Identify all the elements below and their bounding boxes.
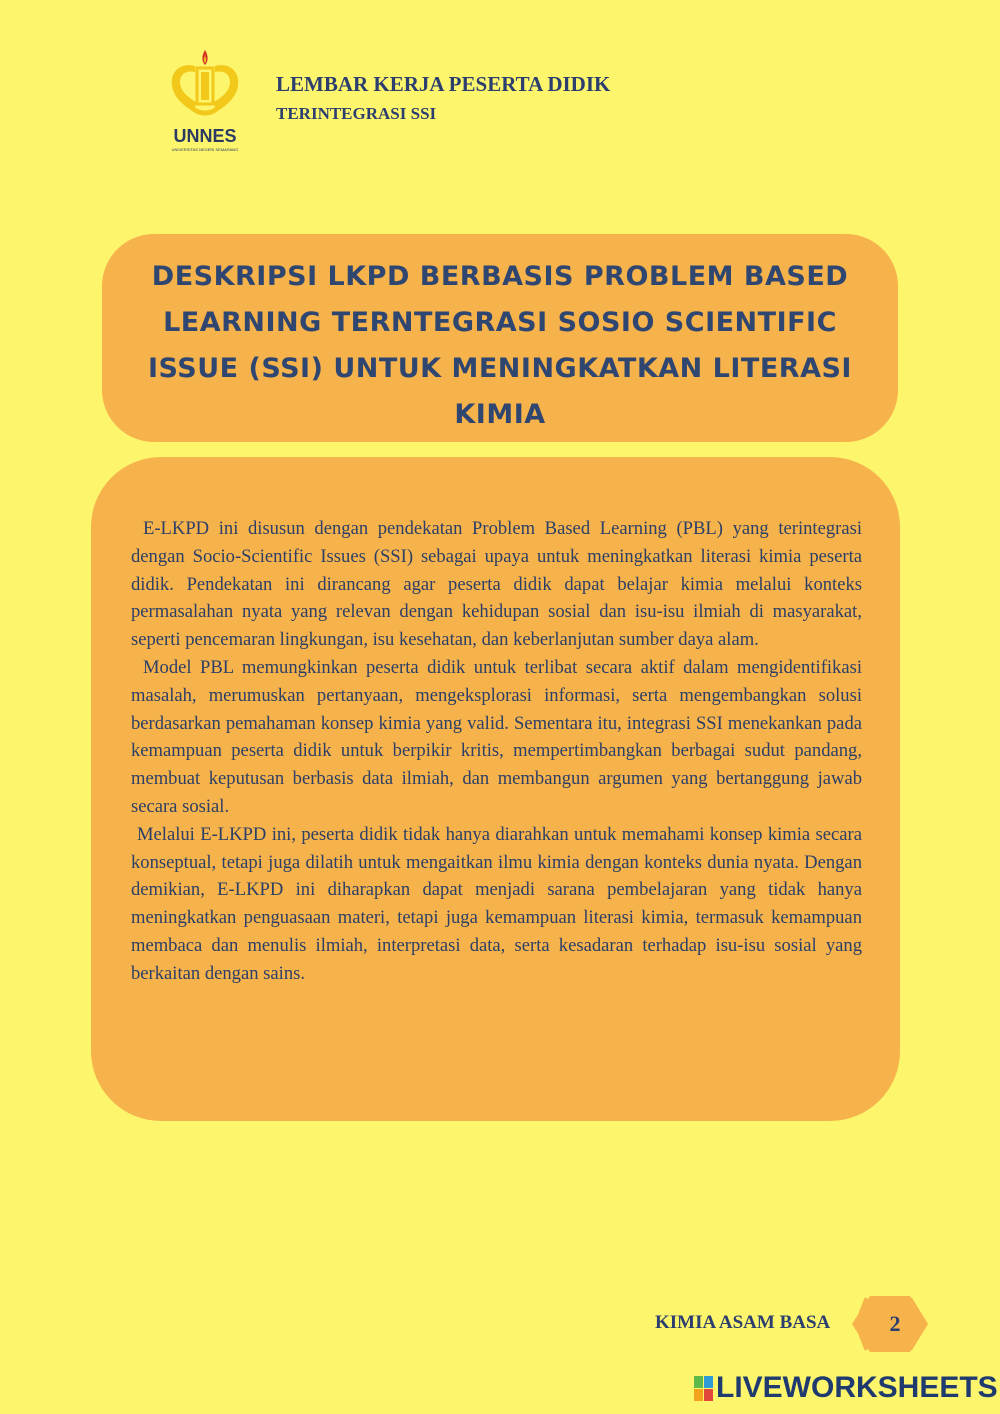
logo-wordmark: UNNES — [173, 126, 237, 146]
logo-subtext: UNIVERSITAS NEGERI SEMARANG — [171, 147, 239, 152]
unnes-emblem-icon — [166, 46, 244, 128]
header-title: LEMBAR KERJA PESERTA DIDIK — [276, 72, 611, 96]
description-paragraph-2: Model PBL memungkinkan peserta didik untuk terlibat secara aktif dalam mengidentifikasi masalah, merumuskan pertanyaan, mengeksplorasi informasi, serta mengembangkan solusi berdasarkan pemahaman konsep kimia yang valid. Sementara itu, integrasi SSI menekankan pada kemampuan peserta didik untuk berpikir kritis, mempertimbangkan berbagai sudut pandang, membuat keputusan berbasis data ilmiah, dan membangun argumen yang bertanggung jawab secara sosial. — [131, 656, 862, 817]
title-line-2: LEARNING TERNTEGRASI SOSIO SCIENTIFIC — [163, 307, 837, 338]
liveworksheets-badge-icon — [694, 1376, 714, 1402]
unnes-logo — [166, 46, 244, 156]
description-body — [131, 515, 862, 988]
page-number: 2 — [889, 1311, 901, 1336]
description-paragraph-3: Melalui E-LKPD ini, peserta didik tidak hanya diarahkan untuk memahami konsep kimia secara konseptual, tetapi juga dilatih untuk mengaitkan ilmu kimia dengan konteks dunia nyata. Dengan demikian, E-LKPD ini diharapkan dapat menjadi sarana pembelajaran yang tidak hanya meningkatkan penguasaan materi, tetapi juga kemampuan literasi kimia, termasuk kemampuan membaca dan menulis ilmiah, interpretasi data, serta kesadaran terhadap isu-isu sosial yang berkaitan dengan sains. — [131, 823, 862, 984]
description-panel — [91, 457, 900, 1121]
footer-subject-label: KIMIA ASAM BASA — [655, 1312, 831, 1333]
liveworksheets-wordmark: LIVEWORKSHEETS — [716, 1371, 998, 1404]
title-panel — [102, 234, 898, 442]
title-line-3: ISSUE (SSI) UNTUK MENINGKATKAN LITERASI — [148, 353, 852, 384]
page-number-badge — [852, 1294, 930, 1354]
description-paragraph-1: E-LKPD ini disusun dengan pendekatan Problem Based Learning (PBL) yang terintegrasi dengan Socio-Scientific Issues (SSI) sebagai upaya untuk meningkatkan literasi kimia peserta didik. Pendekatan ini dirancang agar peserta didik dapat belajar kimia melalui konteks permasalahan nyata yang relevan dengan kehidupan sosial dan isu-isu ilmiah di masyarakat, seperti pencemaran lingkungan, isu kesehatan, dan keberlanjutan sumber daya alam. — [131, 518, 862, 651]
title-line-1: DESKRIPSI LKPD BERBASIS PROBLEM BASED — [151, 261, 849, 292]
page-title — [122, 254, 878, 438]
header-subtitle: TERINTEGRASI SSI — [276, 104, 437, 123]
title-line-4: KIMIA — [454, 399, 546, 430]
